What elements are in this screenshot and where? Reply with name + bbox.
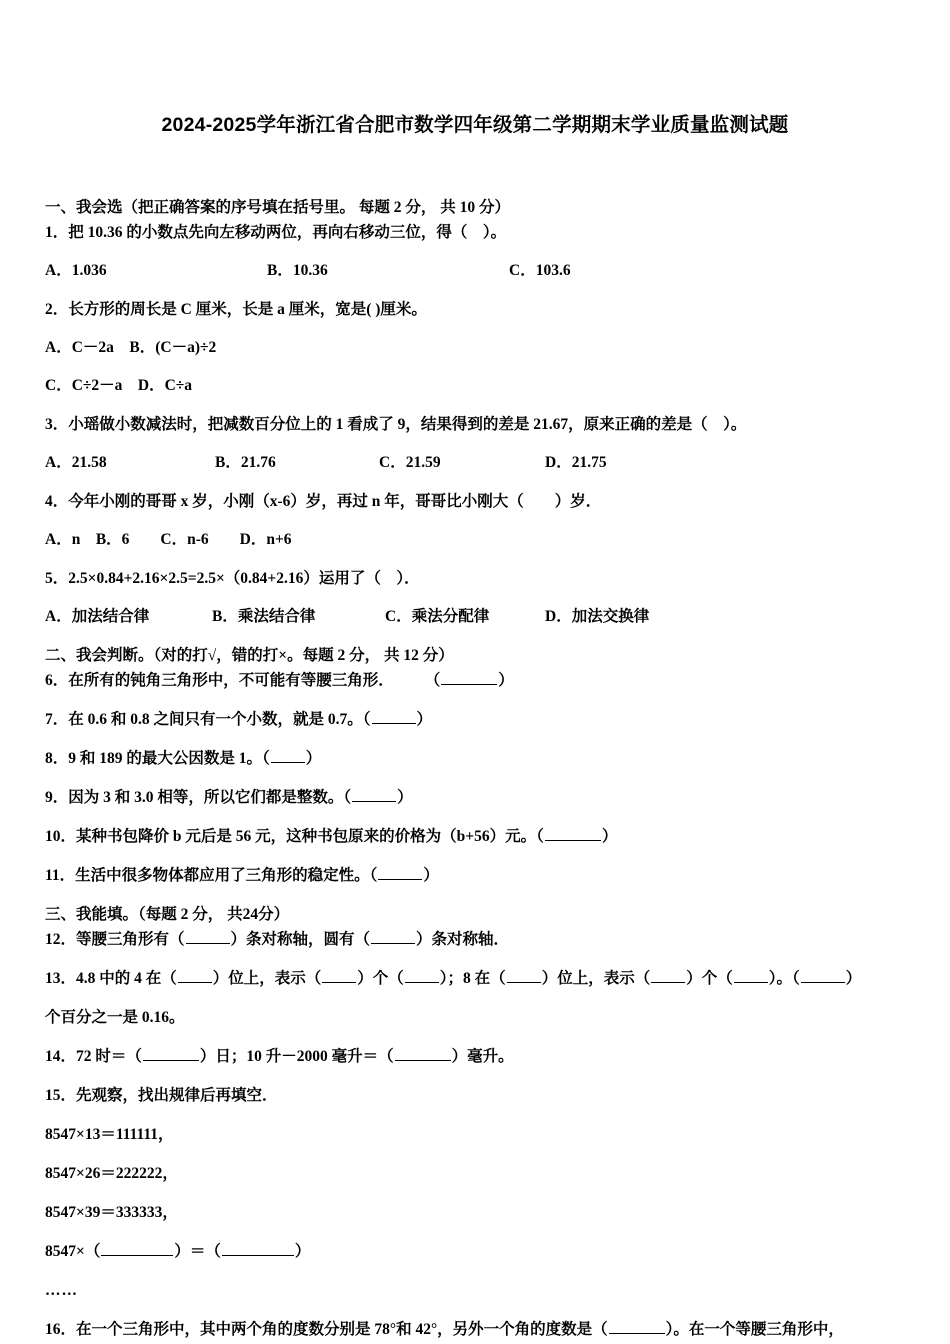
question-14-part-1: 14．72 时＝（: [45, 1048, 142, 1065]
question-16: [45, 1320, 907, 1340]
question-12-blank-2[interactable]: [371, 931, 415, 944]
option-5-c-text: 乘法分配律: [411, 608, 490, 625]
question-9-pre: 9．因为 3 和 3.0 相等，所以它们都是整数。（: [45, 789, 352, 806]
question-11: [45, 866, 907, 886]
question-7-blank[interactable]: [372, 711, 416, 724]
question-8-post: ）: [305, 750, 322, 767]
question-14-blank-2[interactable]: [395, 1048, 451, 1061]
question-9-blank[interactable]: [352, 789, 396, 802]
option-5-c[interactable]: [385, 607, 489, 627]
question-4-stem: 4．今年小刚的哥哥 x 岁，小刚（x‑6）岁，再过 n 年，哥哥比小刚大（ ）岁．: [45, 493, 602, 510]
question-10-blank[interactable]: [545, 828, 601, 841]
question-15-blank-eq-part-3: ）: [294, 1243, 311, 1260]
question-1-stem: 1．把 10.36 的小数点先向左移动两位，再向右移动三位，得（ ）。: [45, 224, 507, 241]
question-13-blank-3[interactable]: [405, 970, 439, 983]
option-1-b-text: 10.36: [292, 262, 328, 279]
question-15-blank-1[interactable]: [101, 1243, 173, 1256]
question-3-stem: 3．小瑶做小数减法时，把减数百分位上的 1 看成了 9，结果得到的差是 21.67，原来正确的差是（ ）。: [45, 416, 747, 433]
question-13-part-5: ）位上，表示（: [541, 970, 651, 987]
question-6-post: ）: [498, 672, 514, 689]
question-8: [45, 749, 907, 769]
question-2-options-row-2[interactable]: C．C÷2－a D．C÷a: [45, 377, 193, 394]
question-15-blank-eq-part-1: 8547×（: [45, 1243, 101, 1260]
question-13-blank-1[interactable]: [178, 970, 212, 983]
question-12-blank-1[interactable]: [186, 931, 230, 944]
question-15-blank-eq-part-2: ）＝（: [174, 1243, 221, 1260]
option-1-a-text: 1.036: [71, 262, 107, 279]
option-5-a[interactable]: [45, 607, 149, 627]
option-5-a-text: 加法结合律: [71, 608, 150, 625]
question-11-blank[interactable]: [378, 867, 422, 880]
question-13-blank-6[interactable]: [734, 970, 768, 983]
question-6-blank[interactable]: [441, 672, 497, 685]
option-5-b[interactable]: [212, 607, 315, 627]
question-13-part-8: ）: [845, 970, 862, 987]
question-5-stem: 5．2.5×0.84+2.16×2.5=2.5×（0.84+2.16）运用了（ ）．: [45, 570, 420, 587]
option-1-c-label: C．: [509, 262, 536, 279]
option-3-c-text: 21.59: [405, 454, 441, 471]
question-15-equation-1: 8547×13＝111111，: [45, 1126, 174, 1143]
option-1-a-label: A．: [45, 262, 72, 279]
question-12-part-2: ）条对称轴，圆有（: [230, 931, 371, 948]
option-3-a-label: A．: [45, 454, 72, 471]
question-8-pre: 8．9 和 189 的最大公因数是 1。（: [45, 750, 270, 767]
question-10: [45, 827, 907, 847]
question-4-options-row-1[interactable]: A．n B．6 C．n‑6 D．n+6: [45, 531, 292, 548]
option-5-d-text: 加法交换律: [571, 608, 650, 625]
question-12-part-3: ）条对称轴．: [416, 931, 510, 948]
question-13-blank-7[interactable]: [801, 970, 845, 983]
question-15-stem: 15．先观察，找出规律后再填空．: [45, 1087, 278, 1104]
section-heading-truefalse: 二、我会判断。（对的打√，错的打×。每题 2 分， 共 12 分）: [45, 647, 454, 664]
question-11-post: ）: [423, 867, 439, 884]
question-9: [45, 788, 907, 808]
option-5-d[interactable]: [545, 607, 649, 627]
question-12-part-1: 12．等腰三角形有（: [45, 931, 185, 948]
question-3-options: [45, 453, 907, 473]
question-13-blank-2[interactable]: [322, 970, 356, 983]
question-13-part-1: 13．4.8 中的 4 在（: [45, 970, 177, 987]
question-10-post: ）: [601, 828, 618, 845]
option-3-d-text: 21.75: [571, 454, 607, 471]
question-14: [45, 1047, 907, 1067]
question-14-part-3: ）毫升。: [451, 1048, 514, 1065]
question-2-options-row-1[interactable]: A．C－2a B．(C－a)÷2: [45, 339, 217, 356]
question-15-equation-3: 8547×39＝333333，: [45, 1204, 178, 1221]
option-5-d-label: D．: [545, 608, 572, 625]
question-15-blank-2[interactable]: [222, 1243, 294, 1256]
question-14-part-2: ）日；10 升－2000 毫升＝（: [199, 1048, 394, 1065]
option-1-a[interactable]: [45, 261, 107, 281]
option-3-b-label: B．: [215, 454, 241, 471]
question-1-options: [45, 261, 907, 281]
question-13-blank-4[interactable]: [507, 970, 541, 983]
question-13-part-6: ）个（: [686, 970, 733, 987]
question-6-pre: 6．在所有的钝角三角形中，不可能有等腰三角形． （: [45, 672, 441, 689]
question-6: [45, 671, 907, 691]
question-11-pre: 11．生活中很多物体都应用了三角形的稳定性。（: [45, 867, 378, 884]
question-13-part-2: ）位上，表示（: [212, 970, 322, 987]
question-9-post: ）: [397, 789, 413, 806]
option-5-b-label: B．: [212, 608, 238, 625]
question-16-part-1: 16．在一个三角形中，其中两个角的度数分别是 78°和 42°，另外一个角的度数是（: [45, 1321, 608, 1338]
question-13-line-1: [45, 969, 907, 989]
option-3-d[interactable]: [545, 453, 607, 473]
question-13-line-2: 个百分之一是 0.16。: [45, 1009, 185, 1026]
question-5-options: [45, 607, 907, 627]
question-16-blank-1[interactable]: [609, 1321, 665, 1334]
option-1-b-label: B．: [267, 262, 293, 279]
option-3-a-text: 21.58: [71, 454, 107, 471]
question-16-part-2: ）。在一个等腰三角形中，: [665, 1321, 844, 1338]
question-15-ellipsis: ……: [45, 1282, 78, 1299]
option-1-c[interactable]: [509, 261, 571, 281]
page-title: 2024-2025学年浙江省合肥市数学四年级第二学期期末学业质量监测试题: [161, 114, 789, 136]
option-3-a[interactable]: [45, 453, 107, 473]
question-15-equation-blank: [45, 1242, 907, 1262]
question-13-part-4: ）；8 在（: [439, 970, 506, 987]
question-2-stem: 2．长方形的周长是 C 厘米，长是 a 厘米，宽是( )厘米。: [45, 301, 427, 318]
option-3-b[interactable]: [215, 453, 276, 473]
option-5-a-label: A．: [45, 608, 72, 625]
question-10-pre: 10．某种书包降价 b 元后是 56 元，这种书包原来的价格为（b+56）元。（: [45, 828, 544, 845]
question-7-post: ）: [416, 711, 433, 728]
question-12: [45, 930, 907, 950]
option-3-c-label: C．: [379, 454, 406, 471]
section-heading-fillblank: 三、我能填。（每题 2 分， 共24分）: [45, 906, 290, 923]
question-14-blank-1[interactable]: [143, 1048, 199, 1061]
question-13-blank-5[interactable]: [651, 970, 685, 983]
option-3-c[interactable]: [379, 453, 441, 473]
option-5-b-text: 乘法结合律: [237, 608, 316, 625]
question-7-pre: 7．在 0.6 和 0.8 之间只有一个小数，就是 0.7。（: [45, 711, 371, 728]
option-1-b[interactable]: [267, 261, 328, 281]
question-8-blank[interactable]: [271, 750, 305, 763]
question-13-part-3: ）个（: [357, 970, 404, 987]
option-3-d-label: D．: [545, 454, 572, 471]
question-13-part-7: ）。（: [768, 970, 800, 987]
section-heading-choice: 一、我会选（把正确答案的序号填在括号里。 每题 2 分， 共 10 分）: [45, 199, 511, 216]
exam-body: [45, 198, 907, 1340]
option-5-c-label: C．: [385, 608, 412, 625]
option-1-c-text: 103.6: [535, 262, 571, 279]
question-7: [45, 710, 907, 730]
option-3-b-text: 21.76: [240, 454, 276, 471]
question-15-equation-2: 8547×26＝222222，: [45, 1165, 178, 1182]
